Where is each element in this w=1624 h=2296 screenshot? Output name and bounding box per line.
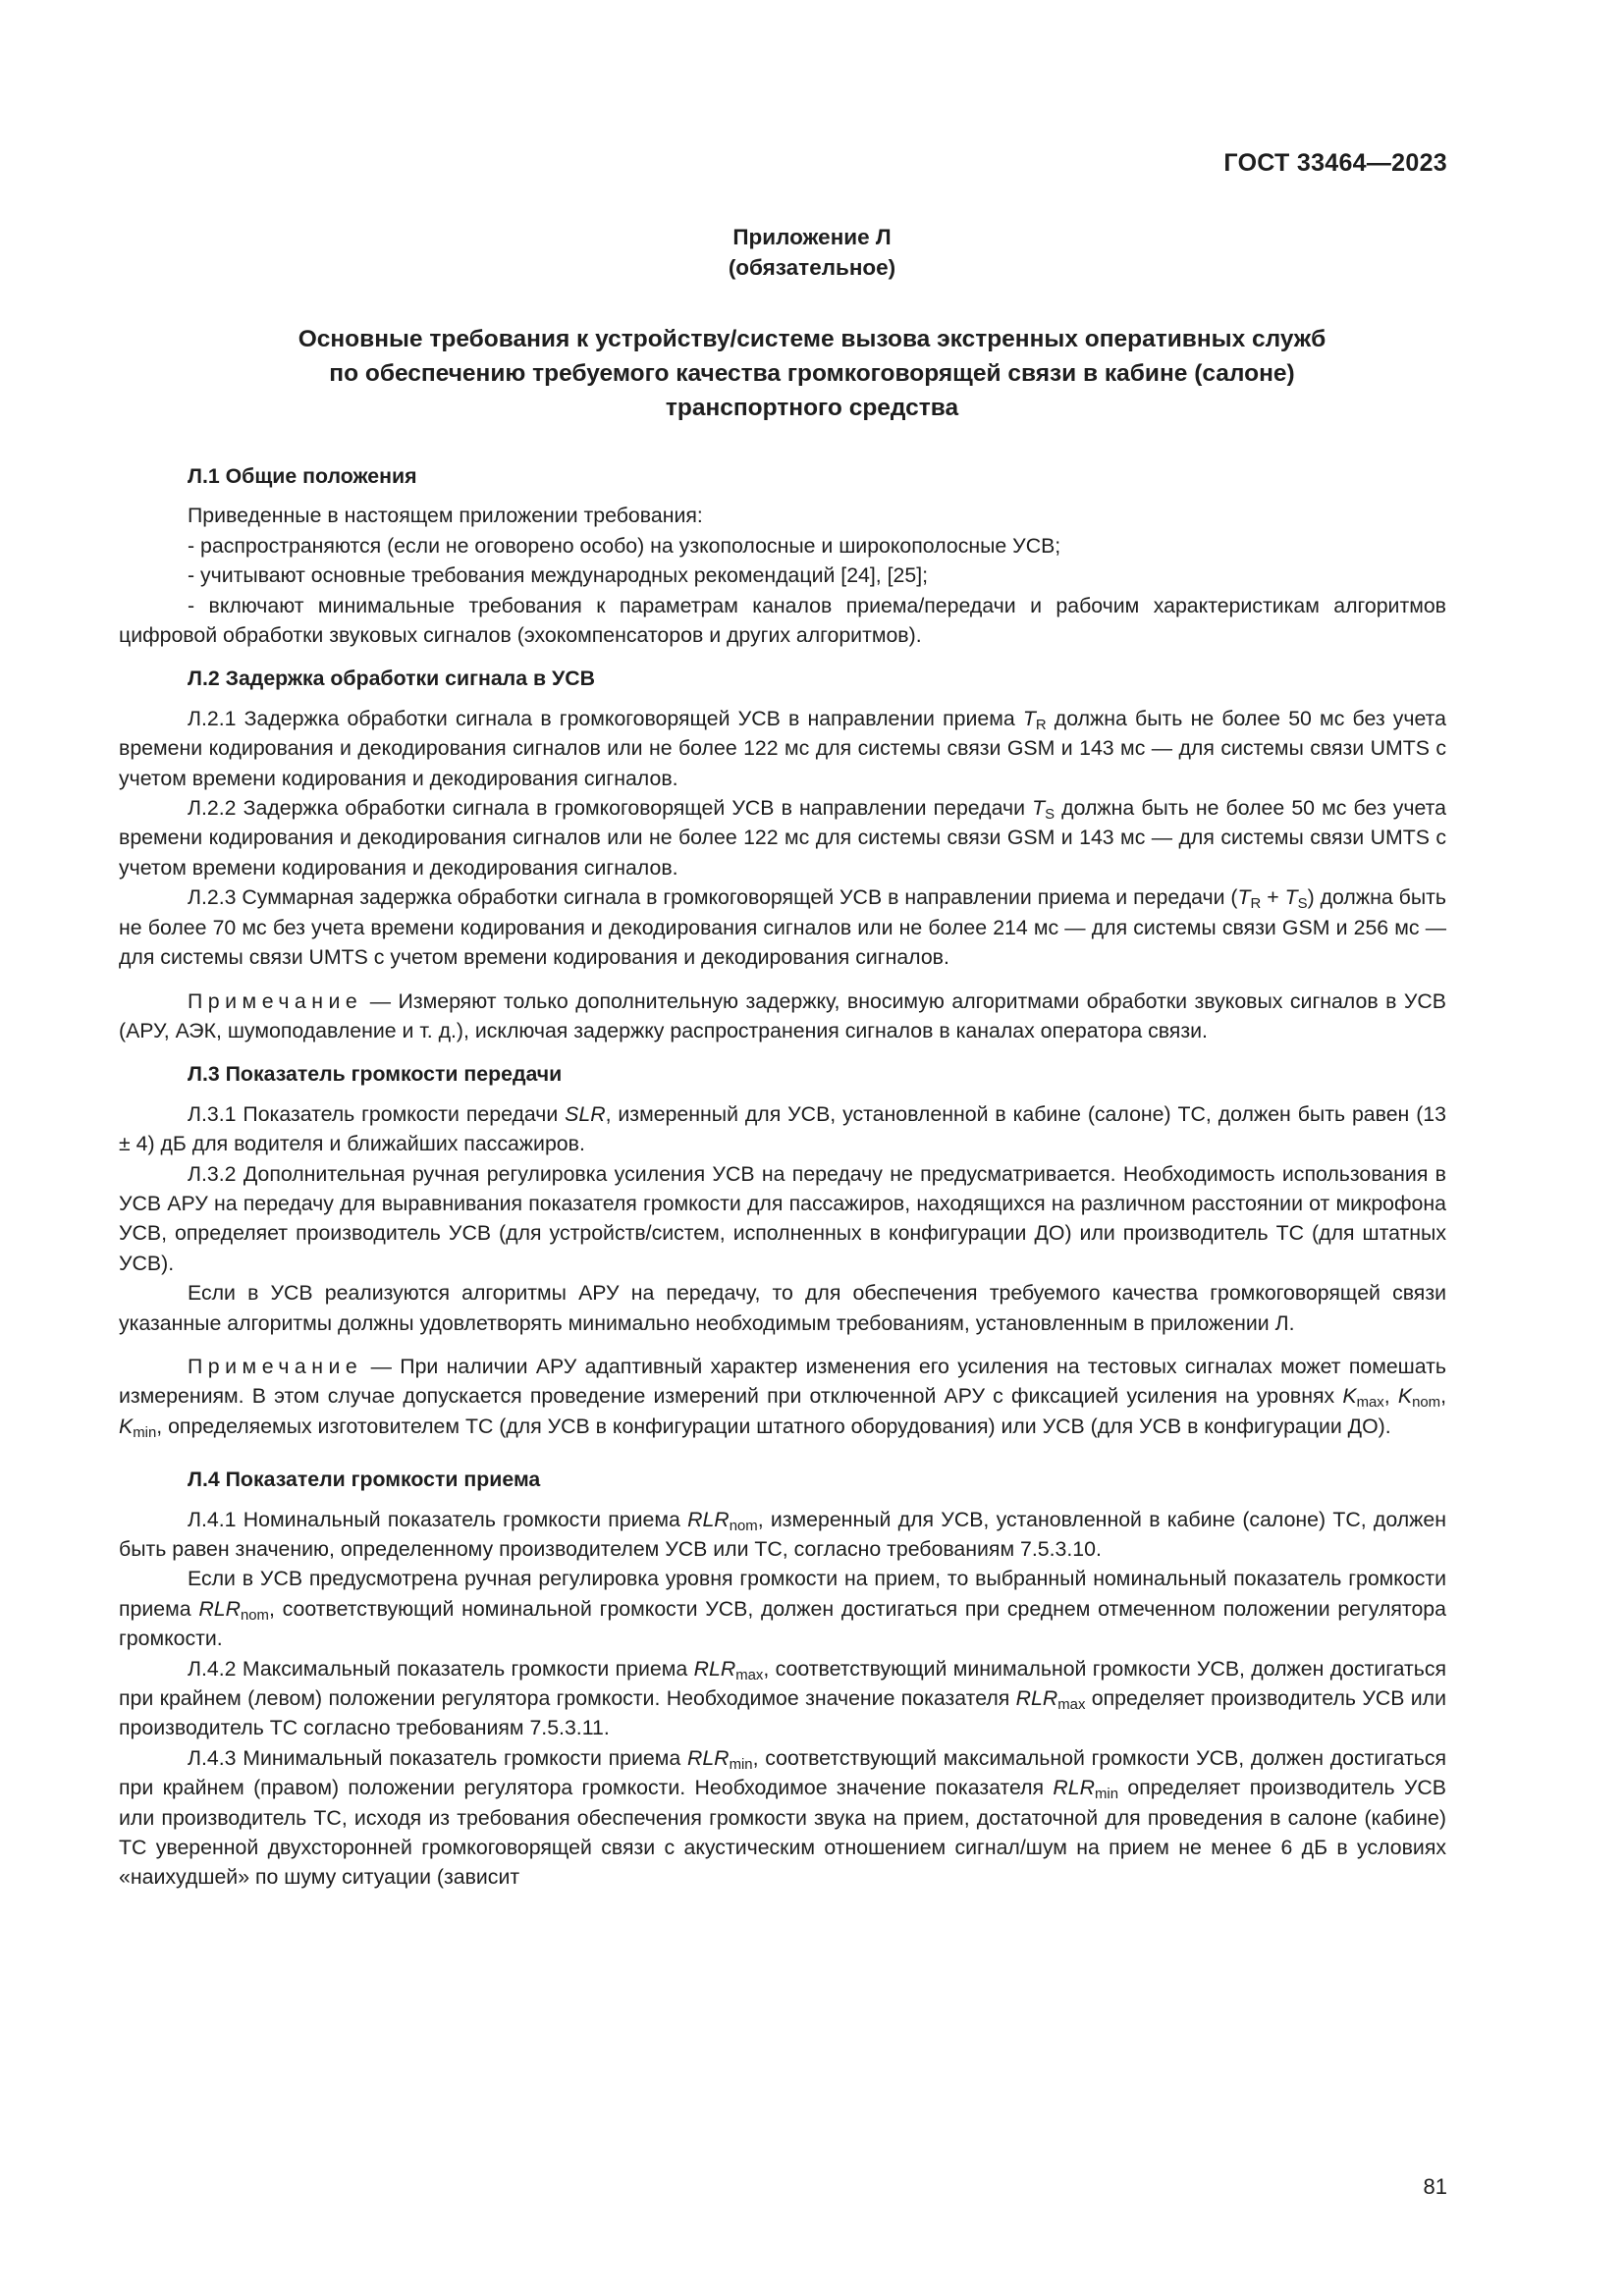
list-item: - включают минимальные требования к параметрам каналов приема/передачи и рабочим характеристикам алгоритмов цифровой обработки звуковых сигналов (эхокомпенсаторов и других алгоритмов). (119, 593, 1446, 648)
paragraph-intro: Приведенные в настоящем приложении требования: (188, 504, 703, 528)
paragraph-l4-3: Л.4.3 Минимальный показатель громкости приема $RLR_{min}$, соответствующий максимальной громкости УСВ, должен достигаться при крайнем (правом) положении регулятора громкости. Необходимое значение показателя $RLR_{min}$ определяет производитель УСВ или производитель ТС, исходя из требования обеспечения громкости звука на прием, достаточной для проведения в салоне (кабине) ТС уверенной двухсторонней громкоговорящей связи с акустическим отношением сигнал/шум на прием не менее 6 дБ в условиях «наихудшей» по шуму ситуации (зависит (119, 1745, 1446, 1890)
title-line-1: Основные требования к устройству/системе вызова экстренных оперативных служб (298, 326, 1326, 352)
note-l2: Примечание — Измеряют только дополнительную задержку, вносимую алгоритмами обработки звуковых сигналов в УСВ (АРУ, АЭК, шумоподавление и т. д.), исключая задержку распространения сигналов в каналах оператора связи. (119, 988, 1446, 1042)
list-item: - учитывают основные требования международных рекомендаций [24], [25]; (188, 563, 929, 588)
document-body (119, 461, 1446, 1893)
paragraph-l4-1b: Если в УСВ предусмотрена ручная регулировка уровня громкости на прием, то выбранный номинальный показатель громкости приема $RLR_{nom}$, соответствующий номинальной громкости УСВ, должен достигаться при среднем отмеченном положении регулятора громкости. (119, 1567, 1446, 1651)
appendix-title: Приложение Л (732, 225, 892, 249)
section-heading-l4: Л.4 Показатели громкости приема (188, 1468, 541, 1492)
paragraph-l3-3: Если в УСВ реализуются алгоритмы АРУ на передачу, то для обеспечения требуемого качества громкоговорящей связи указанные алгоритмы должны удовлетворять минимально необходимым требованиям, установленным в приложении Л. (119, 1281, 1446, 1335)
paragraph-l2-1: Л.2.1 Задержка обработки сигнала в громкоговорящей УСВ в направлении приема $T_R$ должна быть не более 50 мс без учета времени кодирования и декодирования сигналов или не более 122 мс для системы связи GSM и 143 мс — для системы связи UMTS с учетом времени кодирования и декодирования сигналов. (119, 706, 1447, 790)
paragraph-l4-2: Л.4.2 Максимальный показатель громкости приема $RLR_{max}$, соответствующий минимальной громкости УСВ, должен достигаться при крайнем (левом) положении регулятора громкости. Необходимое значение показателя $RLR_{max}$ определяет производитель УСВ или производитель ТС согласно требованиям 7.5.3.11. (119, 1656, 1446, 1740)
list-item: - распространяются (если не оговорено особо) на узкополосные и широкополосные УСВ; (188, 533, 1061, 558)
title-line-3: транспортного средства (665, 395, 959, 421)
section-heading-l1: Л.1 Общие положения (188, 464, 417, 488)
document-number: ГОСТ 33464—2023 (1223, 149, 1447, 177)
page-number: 81 (1423, 2174, 1447, 2199)
document-title (147, 322, 1477, 425)
paragraph-l2-3: Л.2.3 Суммарная задержка обработки сигнала в громкоговорящей УСВ в направлении приема и передачи $(T_R + T_S)$ должна быть не более 70 мс без учета времени кодирования и декодирования сигналов или не более 214 мс — для системы связи GSM и 256 мс — для системы связи UMTS с учетом времени кодирования и декодирования сигналов. (119, 885, 1446, 970)
paragraph-l3-1: Л.3.1 Показатель громкости передачи SLR, измеренный для УСВ, установленной в кабине (салоне) ТС, должен быть равен (13 ± 4) дБ для водителя и ближайших пассажиров. (119, 1101, 1447, 1156)
section-heading-l2: Л.2 Задержка обработки сигнала в УСВ (188, 667, 595, 691)
title-line-2: по обеспечению требуемого качества громкоговорящей связи в кабине (салоне) (329, 360, 1295, 387)
note-label: Примечание (188, 988, 363, 1013)
note-l3: Примечание — При наличии АРУ адаптивный характер изменения его усиления на тестовых сигналах может помешать измерениям. В этом случае допускается проведение измерений при отключенной АРУ с фиксацией усиления на уровнях $K_{max}$, $K_{nom}$, $K_{min}$, определяемых изготовителем ТС (для УСВ в конфигурации штатного оборудования) или УСВ (для УСВ в конфигурации ДО). (119, 1354, 1446, 1441)
paragraph-l3-2: Л.3.2 Дополнительная ручная регулировка усиления УСВ на передачу не предусматривается. Необходимость использования в УСВ АРУ на передачу для выравнивания показателя громкости для пассажиров, находящихся на различном расстоянии от микрофона УСВ, определяет производитель УСВ (для устройств/систем, исполненных в конфигурации ДО) или производитель ТС (для штатных УСВ). (119, 1161, 1446, 1275)
paragraph-l2-2: Л.2.2 Задержка обработки сигнала в громкоговорящей УСВ в направлении передачи $T_S$ должна быть не более 50 мс без учета времени кодирования и декодирования сигналов или не более 122 мс для системы связи GSM и 143 мс — для системы связи UMTS с учетом времени кодирования и декодирования сигналов. (119, 796, 1446, 880)
appendix-heading (0, 222, 1624, 283)
section-heading-l3: Л.3 Показатель громкости передачи (188, 1062, 563, 1087)
note-label: Примечание (188, 1354, 363, 1378)
appendix-status: (обязательное) (728, 255, 896, 280)
paragraph-l4-1: Л.4.1 Номинальный показатель громкости приема $RLR_{nom}$, измеренный для УСВ, установленной в кабине (салоне) ТС, должен быть равен значению, определенному производителем УСВ или ТС, согласно требованиям 7.5.3.10. (119, 1507, 1447, 1561)
